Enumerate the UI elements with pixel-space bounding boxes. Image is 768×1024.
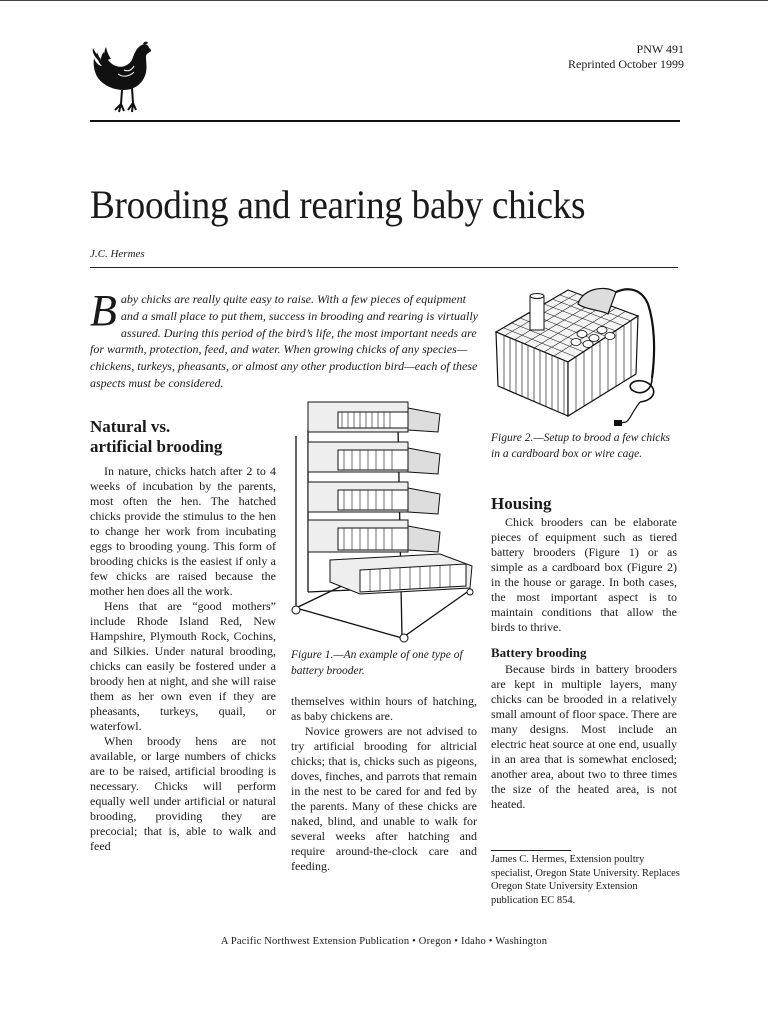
intro-text: aby chicks are really quite easy to raise. With a few pieces of equipment and a small place to put them, success in brooding and rearing is virtually assured. During this period of the bird’s life, the most important needs are for warmth, protection, feed, and water. When growing chicks of any species—chickens, turkeys, pheasants, or almost any other production bird—each of these aspects must be considered. [90, 292, 478, 390]
figure1-caption: Figure 1.—An example of one type of battery brooder. [291, 649, 463, 677]
publication-number: PNW 491 [636, 42, 684, 56]
figure1-battery-brooder-illustration [290, 398, 478, 644]
natural-paragraph-4: themselves within hours of hatching, as baby chickens are. [291, 694, 477, 723]
housing-paragraph: Chick brooders can be elaborate pieces of equipment such as tiered battery brooders (Figure 1) or as simple as a cardboard box (Figure 2) in the house or garage. In both cases, the most important aspect is to maintain conditions that allow the birds to thrive. [491, 515, 677, 634]
column-1 [90, 464, 276, 854]
battery-heading: Battery brooding [491, 645, 587, 660]
housing-heading: Housing [491, 494, 552, 513]
natural-heading-line2: artificial brooding [90, 437, 223, 456]
hen-logo-icon [88, 40, 154, 122]
figure2-brooder-box-illustration [490, 282, 680, 432]
battery-paragraph: Because birds in battery brooders are kept in multiple layers, many chicks can be brooded in a relatively small amount of floor space. There are many designs. Most include an electric heat source at one end, usually in an area that is somewhat enclosed; another area, about two to three times the size of the heated area, is not heated. [491, 662, 677, 811]
natural-heading-line1: Natural vs. [90, 417, 171, 436]
page-footer: A Pacific Northwest Extension Publication • Oregon • Idaho • Washington [220, 936, 548, 947]
author: J.C. Hermes [90, 248, 145, 260]
natural-paragraph-3: When broody hens are not available, or large numbers of chicks are to be raised, artificial brooding is necessary. Chicks will perform equally well under artificial or natural brooding, providing they are precocial; that is, able to walk and feed [90, 734, 276, 853]
natural-paragraph-1: In nature, chicks hatch after 2 to 4 weeks of incubation by the parents, most often the hen. The hatched chicks provide the stimulus to the hen to change her work from incubating eggs to brooding young. This form of brooding chicks is the easiest if only a few chicks are raised because the mother hen does all the work. [90, 464, 276, 598]
footnote-rule [491, 850, 571, 851]
drop-cap: B [90, 286, 117, 335]
column-2 [291, 694, 477, 874]
natural-paragraph-2: Hens that are “good mothers” include Rhode Island Red, New Hampshire, Plymouth Rock, Cochins, and Silkies. Under natural brooding, chicks can easily be fostered under a broody hen at night, and she will raise them as her own even if they are pheasants, turkeys, quail, or waterfowl. [90, 599, 276, 733]
reprint-date: Reprinted October 1999 [568, 57, 684, 71]
intro-paragraph [90, 286, 478, 392]
publication-info [568, 42, 684, 72]
natural-heading [90, 417, 280, 457]
top-border [0, 0, 768, 1]
column-3 [491, 515, 677, 635]
author-footnote: James C. Hermes, Extension poultry specialist, Oregon State University. Replaces Oregon State University Extension publication EC 854. [491, 854, 680, 906]
figure2-caption: Figure 2.—Setup to brood a few chicks in a cardboard box or wire cage. [491, 432, 670, 460]
column-4 [491, 662, 677, 812]
natural-paragraph-5: Novice growers are not advised to try artificial brooding for altricial chicks; that is, chicks such as pigeons, doves, finches, and parrots that remain in the nest to be cared for and fed by the parents. Many of these chicks are naked, blind, and unable to walk for several weeks after hatching and require around-the-clock care and feeding. [291, 724, 477, 873]
author-rule [90, 267, 678, 268]
page-title: Brooding and rearing baby chicks [90, 182, 586, 227]
header-rule [90, 120, 680, 122]
